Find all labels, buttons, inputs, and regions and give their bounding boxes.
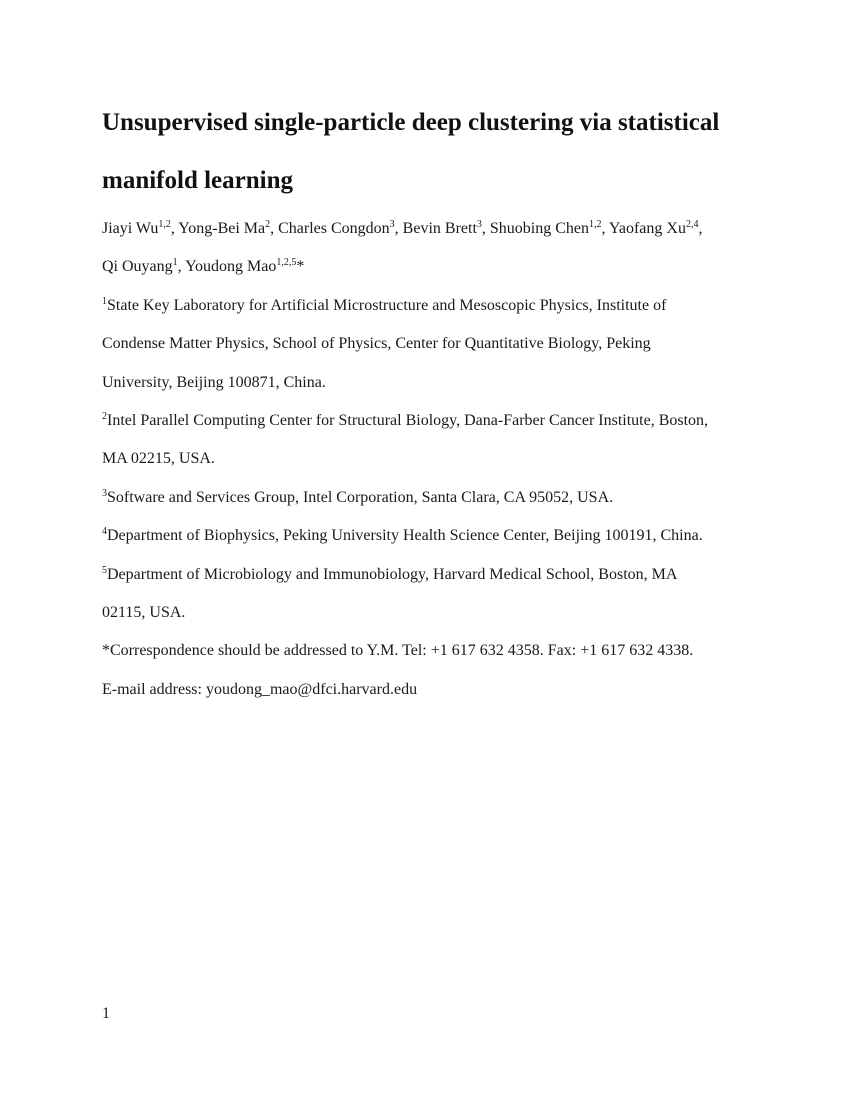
affiliation-marker: 1,2 (158, 219, 171, 230)
author-name-text: Yong-Bei Ma (178, 220, 266, 237)
affiliation-entry (102, 556, 782, 633)
affiliation-marker: 1,2 (589, 219, 602, 230)
author-name (278, 220, 403, 237)
affiliation-text: MA 02215, USA. (102, 450, 215, 468)
author-name (403, 220, 490, 237)
front-matter (102, 210, 782, 709)
affiliation-number: 2 (102, 411, 107, 423)
affiliation-line (102, 556, 782, 594)
affiliation-marker: 2,4 (685, 219, 699, 230)
author-name-text: Qi Ouyang (102, 258, 173, 276)
affiliation-text: University, Beijing 100871, China. (102, 373, 326, 391)
affiliations (102, 287, 782, 633)
affiliation-entry (102, 479, 782, 517)
author-name (490, 220, 609, 237)
affiliation-entry (102, 517, 782, 555)
author-separator: , (394, 220, 403, 237)
author-separator: * (296, 258, 305, 276)
email-address[interactable]: E-mail address: youdong_mao@dfci.harvard.edu (102, 680, 418, 698)
author-separator: , (270, 220, 279, 237)
author-name (102, 258, 185, 275)
correspondence-note: *Correspondence should be addressed to Y.M. Tel: +1 617 632 4358. Fax: +1 617 632 4338. (102, 642, 694, 660)
affiliation-marker: 3 (476, 219, 482, 230)
author-name-text: Jiayi Wu (102, 220, 159, 237)
affiliation-text: Intel Parallel Computing Center for Structural Biology, Dana-Farber Cancer Institute, Boston, (107, 412, 709, 430)
paper-title (102, 94, 802, 210)
affiliation-line (102, 325, 782, 363)
author-list-line-2 (102, 248, 782, 286)
affiliation-text: Software and Services Group, Intel Corporation, Santa Clara, CA 95052, USA. (107, 488, 614, 506)
author-separator: , (170, 220, 179, 237)
author-name-text: Charles Congdon (278, 220, 390, 237)
author-name-text: Bevin Brett (402, 220, 477, 237)
affiliation-text: State Key Laboratory for Artificial Microstructure and Mesoscopic Physics, Institute of (107, 296, 667, 314)
affiliation-marker: 3 (389, 219, 395, 230)
affiliation-number: 3 (102, 487, 107, 499)
affiliation-marker: 1,2,5 (276, 257, 297, 269)
affiliation-text: Condense Matter Physics, School of Physics, Center for Quantitative Biology, Peking (102, 335, 651, 353)
affiliation-line (102, 440, 782, 478)
affiliation-line (102, 402, 782, 440)
author-name-text: Yaofang Xu (608, 220, 686, 237)
author-list-line-1 (102, 210, 782, 248)
affiliation-number: 5 (102, 564, 107, 576)
affiliation-number: 4 (102, 526, 107, 538)
author-name (178, 220, 278, 237)
author-separator: , (698, 220, 703, 237)
author-name (185, 258, 304, 275)
affiliation-number: 1 (102, 295, 107, 307)
affiliation-line (102, 517, 782, 555)
affiliation-marker: 1 (172, 257, 178, 269)
author-separator: , (601, 220, 609, 237)
page-number: 1 (102, 1005, 110, 1022)
author-name-text: Youdong Mao (185, 258, 277, 276)
affiliation-line (102, 364, 782, 402)
affiliation-entry (102, 287, 782, 402)
author-name (609, 220, 703, 237)
title-line: Unsupervised single-particle deep clustering via statistical (102, 109, 720, 136)
affiliation-line (102, 594, 782, 632)
affiliation-text: Department of Biophysics, Peking University Health Science Center, Beijing 100191, China. (107, 527, 703, 545)
affiliation-marker: 2 (265, 219, 271, 230)
affiliation-line (102, 479, 782, 517)
affiliation-line (102, 287, 782, 325)
author-separator: , (177, 258, 186, 276)
affiliation-text: 02115, USA. (102, 604, 186, 622)
affiliation-text: Department of Microbiology and Immunobiology, Harvard Medical School, Boston, MA (107, 565, 678, 583)
title-line: manifold learning (102, 167, 293, 194)
author-name-text: Shuobing Chen (489, 220, 590, 237)
author-name (102, 220, 178, 237)
affiliation-entry (102, 402, 782, 479)
author-separator: , (481, 220, 490, 237)
